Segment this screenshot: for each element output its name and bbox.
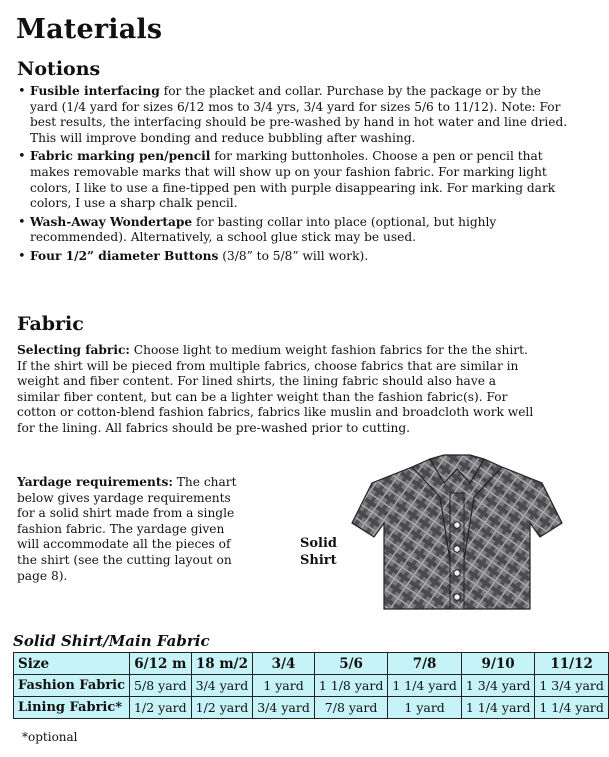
list-item: • Four 1/2” diameter Buttons (3/8” to 5/8” will work). [0, 249, 568, 265]
selecting-fabric-paragraph: Selecting fabric: Choose light to medium weight fashion fabrics for the the shirt. If the shirt will be pieced from multiple fabrics, choose fabrics that are similar in weight and fiber content. For lined shirts, the lining fabric should also have a similar fiber content, but can be a lighter weight than the fashion fabric(s). For cotton or cotton-blend fashion fabrics, fabrics like muslin and broadcloth work well for the lining. All fabrics should be pre-washed prior to cutting. [17, 343, 534, 435]
yardage-table [13, 652, 609, 719]
list-item: • Wash-Away Wondertape for basting collar into place (optional, but highly recommended). Alternatively, a school glue stick may be used. [0, 215, 568, 246]
table-header-row: Size 6/12 m 18 m/2 3/4 5/6 7/8 9/10 11/12 [14, 653, 609, 675]
page-title: Materials [16, 14, 163, 45]
list-item: • Fusible interfacing for the placket and collar. Purchase by the package or by the yard (1/4 yard for sizes 6/12 mos to 3/4 yrs, 3/4 yard for sizes 5/6 to 11/12). Note: For best results, the interfacing should be pre-washed by hand in hot water and line dried. This will improve bonding and reduce bubbling after washing. [0, 84, 568, 146]
table-title: Solid Shirt/Main Fabric [13, 632, 210, 650]
notions-heading: Notions [17, 58, 101, 80]
table-row: Fashion Fabric 5/8 yard 3/4 yard 1 yard 1 1/8 yard 1 1/4 yard 1 3/4 yard 1 3/4 yard [14, 675, 609, 697]
footnote: *optional [22, 730, 78, 744]
fabric-heading: Fabric [17, 313, 84, 335]
yardage-paragraph: Yardage requirements: The chart below gives yardage requirements for a solid shirt made from a single fashion fabric. The yardage given will accommodate all the pieces of the shirt (see the cutting layout on page 8). [17, 475, 237, 583]
shirt-caption: Solid Shirt [300, 536, 338, 568]
list-item: • Fabric marking pen/pencil for marking buttonholes. Choose a pen or pencil that makes removable marks that will show up on your fashion fabric. For marking light colors, I like to use a fine-tipped pen with purple disappearing ink. For marking dark colors, I use a sharp chalk pencil. [0, 149, 568, 211]
shirt-illustration [352, 453, 562, 611]
table-row: Lining Fabric* 1/2 yard 1/2 yard 3/4 yard 7/8 yard 1 yard 1 1/4 yard 1 1/4 yard [14, 697, 609, 719]
notions-list [0, 84, 568, 268]
